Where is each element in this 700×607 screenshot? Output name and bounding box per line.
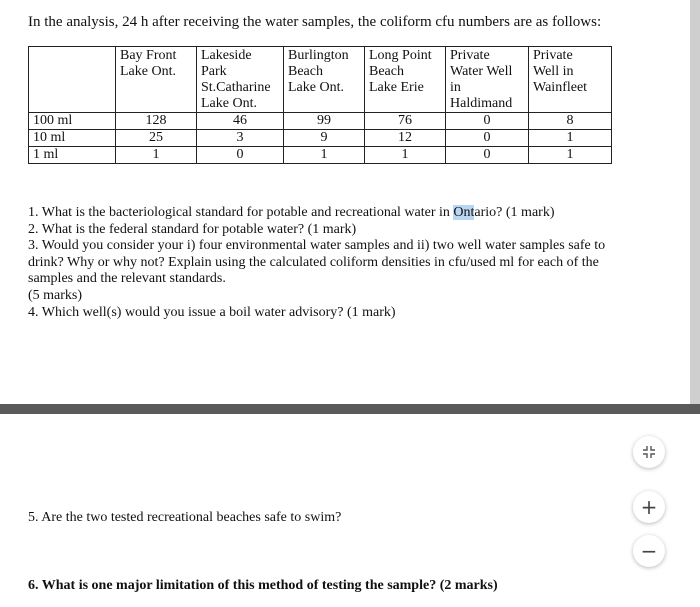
row-label: 10 ml: [29, 130, 116, 147]
header-private-well-haldimand: Private Water Well in Haldimand: [446, 47, 529, 113]
table-cell: 1: [529, 130, 612, 147]
zoom-in-button[interactable]: [633, 491, 665, 523]
page-divider: [0, 404, 700, 414]
table-row: [29, 130, 612, 147]
table-cell: 1: [116, 147, 197, 164]
table-cell: 25: [116, 130, 197, 147]
table-cell: 3: [197, 130, 284, 147]
minus-icon: −: [640, 539, 658, 563]
table-cell: 128: [116, 113, 197, 130]
question-1: 1. What is the bacteriological standard for potable and recreational water in Ontario? (1 mark): [28, 205, 555, 220]
row-label: 100 ml: [29, 113, 116, 130]
question-2: 2. What is the federal standard for potable water? (1 mark): [28, 221, 357, 237]
table-cell: 0: [197, 147, 284, 164]
header-private-well-wainfleet: Private Well in Wainfleet: [529, 47, 612, 113]
question-3: 3. Would you consider your i) four environmental water samples and ii) two well water samples safe to drink? Why or why not? Explain using the calculated coliform densities in cfu/used ml for each of the samples and the relevant standards.: [28, 238, 606, 287]
header-burlington-beach: Burlington Beach Lake Ont.: [284, 47, 365, 113]
fit-to-screen-button[interactable]: [633, 436, 665, 468]
header-long-point-beach: Long Point Beach Lake Erie: [365, 47, 446, 113]
selected-text-highlight[interactable]: Ont: [453, 205, 475, 220]
table-cell: 12: [365, 130, 446, 147]
table-cell: 9: [284, 130, 365, 147]
table-cell: 8: [529, 113, 612, 130]
table-cell: 0: [446, 113, 529, 130]
page-shadow-edge: [690, 0, 700, 408]
question-6: 6. What is one major limitation of this method of testing the sample? (2 marks): [28, 578, 498, 593]
table-cell: 1: [284, 147, 365, 164]
coliform-table: [28, 46, 612, 164]
row-label: 1 ml: [29, 147, 116, 164]
table-cell: 1: [365, 147, 446, 164]
intro-text: In the analysis, 24 h after receiving the water samples, the coliform cfu numbers are as follows:: [28, 14, 602, 30]
question-5: 5. Are the two tested recreational beaches safe to swim?: [28, 510, 342, 525]
zoom-out-button[interactable]: [633, 535, 665, 567]
plus-icon: +: [640, 495, 658, 519]
table-row: [29, 147, 612, 164]
header-bay-front: Bay Front Lake Ont.: [116, 47, 197, 113]
question-4: 4. Which well(s) would you issue a boil water advisory? (1 mark): [28, 304, 396, 320]
question-3-marks: (5 marks): [28, 287, 83, 303]
table-cell: 99: [284, 113, 365, 130]
table-cell: 0: [446, 130, 529, 147]
header-lakeside-park: Lakeside Park St.Catharine Lake Ont.: [197, 47, 284, 113]
table-cell: 46: [197, 113, 284, 130]
header-empty: [29, 47, 116, 113]
fit-to-screen-icon: [642, 445, 656, 459]
table-cell: 1: [529, 147, 612, 164]
table-cell: 76: [365, 113, 446, 130]
table-row: [29, 113, 612, 130]
table-cell: 0: [446, 147, 529, 164]
question-list: [28, 205, 608, 321]
table-header-row: [29, 47, 612, 113]
